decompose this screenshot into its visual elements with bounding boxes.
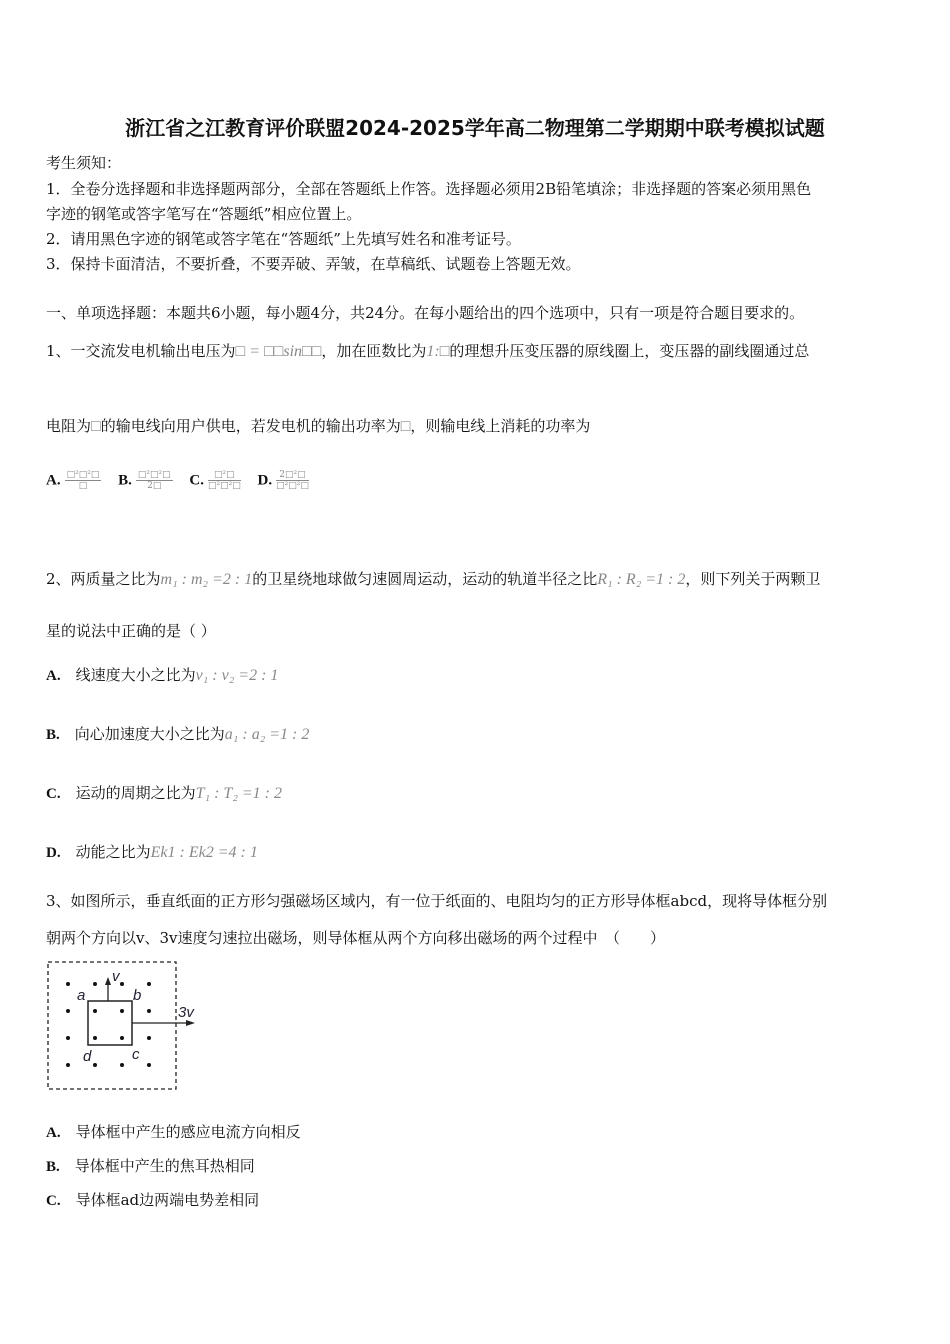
formula: a₁ : a₂ =1 : 2 bbox=[224, 726, 310, 743]
formula: 1:□ bbox=[426, 343, 450, 360]
text: 导体框中产生的感应电流方向相反 bbox=[75, 1123, 301, 1141]
label-d: d bbox=[83, 1048, 92, 1065]
text: 导体框中产生的焦耳热相同 bbox=[74, 1157, 255, 1175]
question-3-line1: 3、如图所示，垂直纸面的正方形匀强磁场区域内，有一位于纸面的、电阻均匀的正方形导体框abcd，现将导体框分别 bbox=[46, 892, 828, 910]
question-1-options bbox=[46, 470, 321, 491]
option-label: C. bbox=[189, 472, 204, 489]
text: 的输电线向用户供电，若发电机的输出功率为 bbox=[100, 417, 401, 435]
question-2-line1 bbox=[46, 568, 820, 589]
magnetic-field-figure bbox=[40, 955, 220, 1095]
numerator: 2□²□ bbox=[276, 470, 309, 481]
formula: Ek1 : Ek2 =4 : 1 bbox=[150, 844, 258, 861]
numerator: □²□²□ bbox=[66, 470, 100, 480]
option-label: C. bbox=[46, 786, 61, 802]
label-v: v bbox=[112, 968, 120, 985]
formula bbox=[65, 470, 102, 491]
option-label: C. bbox=[46, 1193, 61, 1209]
formula bbox=[208, 470, 241, 491]
formula bbox=[136, 470, 173, 491]
formula: □ bbox=[91, 418, 101, 435]
text: 电阻为 bbox=[46, 417, 92, 435]
question-3-option-c bbox=[46, 1189, 259, 1210]
formula bbox=[276, 470, 309, 491]
question-2-line2: 星的说法中正确的是（ ） bbox=[46, 622, 216, 640]
option-label: A. bbox=[46, 1125, 61, 1141]
formula: □ bbox=[400, 418, 411, 435]
section-heading: 一、单项选择题：本题共6小题，每小题4分，共24分。在每小题给出的四个选项中，只有一项是符合题目要求的。 bbox=[46, 304, 805, 322]
label-3v: 3v bbox=[178, 1004, 194, 1021]
option-label: D. bbox=[257, 472, 273, 489]
denominator: □ bbox=[78, 481, 88, 491]
option-label: A. bbox=[46, 668, 61, 684]
question-2-option-c bbox=[46, 782, 282, 803]
question-3-line2: 朝两个方向以v、3v速度匀速拉出磁场，则导体框从两个方向移出磁场的两个过程中 （ ） bbox=[46, 929, 665, 947]
numerator: □²□²□ bbox=[137, 470, 171, 480]
text: ，加在匝数比为 bbox=[321, 342, 427, 360]
question-3-option-b bbox=[46, 1155, 255, 1176]
option-label: B. bbox=[46, 1159, 60, 1175]
text: 的卫星绕地球做匀速圆周运动，运动的轨道半径之比 bbox=[252, 570, 598, 588]
notice-line: 字迹的钢笔或答字笔写在“答题纸”相应位置上。 bbox=[46, 205, 362, 223]
denominator: 2□ bbox=[147, 481, 162, 491]
label-c: c bbox=[132, 1046, 140, 1063]
formula: T₁ : T₂ =1 : 2 bbox=[195, 785, 282, 802]
text: 导体框ad边两端电势差相同 bbox=[75, 1191, 260, 1209]
formula: v₁ : v₂ =2 : 1 bbox=[195, 667, 279, 684]
text: 向心加速度大小之比为 bbox=[74, 725, 225, 743]
text: ，则下列关于两颗卫 bbox=[685, 570, 821, 588]
question-1-line2 bbox=[46, 415, 590, 436]
question-3-option-a bbox=[46, 1121, 301, 1142]
formula: R₁ : R₂ =1 : 2 bbox=[597, 571, 686, 588]
notice-heading: 考生须知： bbox=[46, 154, 122, 172]
option-label: A. bbox=[46, 472, 61, 489]
formula: m₁ : m₂ =2 : 1 bbox=[160, 571, 253, 588]
notice-line: 1．全卷分选择题和非选择题两部分，全部在答题纸上作答。选择题必须用2B铅笔填涂；非选择题的答案必须用黑色 bbox=[46, 180, 812, 198]
page-title: 浙江省之江教育评价联盟2024-2025学年高二物理第二学期期中联考模拟试题 bbox=[125, 116, 825, 140]
text: 1、一交流发电机输出电压为 bbox=[46, 342, 236, 360]
text: 的理想升压变压器的原线圈上，变压器的副线圈通过总 bbox=[449, 342, 810, 360]
label-a: a bbox=[77, 987, 86, 1004]
text: 动能之比为 bbox=[75, 843, 151, 861]
question-1-line1 bbox=[46, 340, 809, 361]
text: 运动的周期之比为 bbox=[75, 784, 196, 802]
denominator: □²□²□ bbox=[207, 481, 241, 491]
numerator: □²□ bbox=[208, 470, 241, 481]
text: 线速度大小之比为 bbox=[75, 666, 196, 684]
formula: □ = □□sin□□ bbox=[235, 343, 322, 360]
label-b: b bbox=[133, 987, 142, 1004]
option-label: B. bbox=[118, 472, 132, 489]
notice-line: 2．请用黑色字迹的钢笔或答字笔在“答题纸”上先填写姓名和准考证号。 bbox=[46, 230, 521, 248]
question-2-option-d bbox=[46, 841, 258, 862]
option-label: D. bbox=[46, 845, 61, 861]
question-2-option-a bbox=[46, 664, 278, 685]
denominator: □²□²□ bbox=[276, 481, 309, 491]
notice-line: 3．保持卡面清洁，不要折叠，不要弄破、弄皱，在草稿纸、试题卷上答题无效。 bbox=[46, 255, 581, 273]
text: 2、两质量之比为 bbox=[46, 570, 161, 588]
option-label: B. bbox=[46, 727, 60, 743]
question-2-option-b bbox=[46, 723, 309, 744]
text: ，则输电线上消耗的功率为 bbox=[410, 417, 591, 435]
